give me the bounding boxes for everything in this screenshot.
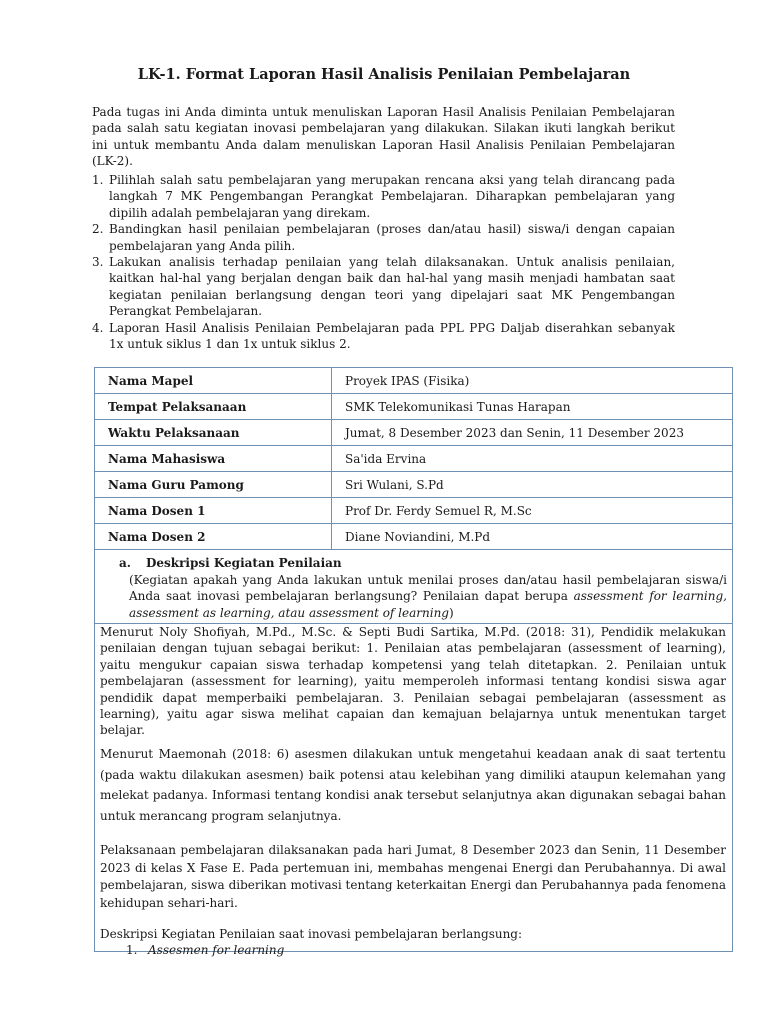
step-number: 3. [92,255,104,270]
section-content [95,623,732,958]
section-instruction-italic: assessment for learning, assessment as learning, atau assessment of learning [129,589,727,620]
row-value: Sa'ida Ervina [332,446,733,472]
intro-paragraph: Pada tugas ini Anda diminta untuk menuliskan Laporan Hasil Analisis Penilaian Pembelajaran pada salah satu kegiatan inovasi pembelajaran yang dilakukan. Silakan ikuti langkah berikut ini untuk membantu Anda dalam menuliskan Laporan Hasil Analisis Penilaian Pembelajaran (LK-2). [92,105,675,169]
content-paragraph: Menurut Noly Shofiyah, M.Pd., M.Sc. & Septi Budi Sartika, M.Pd. (2018: 31), Pendidik melakukan penilaian dengan tujuan sebagai berikut: 1. Penilaian atas pembelajaran (assessment of learning), yaitu mengukur capaian siswa terhadap kompetensi yang telah ditetapkan. 2. Penilaian untuk pembelajaran (assessment for learning), yaitu memperoleh informasi tentang kondisi siswa agar pendidik dapat memperbaiki pembelajaran. 3. Penilaian sebagai pembelajaran (assessment as learning), yaitu agar siswa melihat capaian dan kemajuan belajarnya untuk menentukan target belajar. [100,625,726,738]
row-value: Jumat, 8 Desember 2023 dan Senin, 11 Desember 2023 [332,420,733,446]
row-value: Diane Noviandini, M.Pd [332,524,733,550]
section-instruction [129,572,727,621]
table-row [95,394,733,420]
step-number: 2. [92,222,104,237]
table-row [95,472,733,498]
step-text: Pilihlah salah satu pembelajaran yang merupakan rencana aksi yang telah dirancang pada langkah 7 MK Pengembangan Perangkat Pembelajaran. Diharapkan pembelajaran yang dipilih adalah pembelajaran yang direkam. [109,173,675,220]
row-label: Nama Mapel [95,368,332,394]
step-item [92,172,675,221]
row-value: Sri Wulani, S.Pd [332,472,733,498]
row-label: Waktu Pelaksanaan [95,420,332,446]
table-row [95,524,733,550]
section-instruction-close: ) [449,605,454,620]
table-row [95,420,733,446]
content-paragraph: Deskripsi Kegiatan Penilaian saat inovasi pembelajaran berlangsung: [100,927,523,942]
row-label: Nama Dosen 2 [95,524,332,550]
document-title: LK-1. Format Laporan Hasil Analisis Penilaian Pembelajaran [137,66,631,83]
row-label: Nama Guru Pamong [95,472,332,498]
table-row [95,446,733,472]
list-item-text: Assesmen for learning [148,943,285,958]
row-value: Prof Dr. Ferdy Semuel R, M.Sc [332,498,733,524]
list-item [100,942,726,958]
step-text: Laporan Hasil Analisis Penilaian Pembelajaran pada PPL PPG Daljab diserahkan sebanyak 1x untuk siklus 1 dan 1x untuk siklus 2. [109,320,675,352]
section-assessment-description [94,549,733,958]
step-text: Bandingkan hasil penilaian pembelajaran (proses dan/atau hasil) siswa/i dengan capaian pembelajaran yang Anda pilih. [109,222,675,253]
step-text: Lakukan analisis terhadap penilaian yang telah dilaksanakan. Untuk analisis penilaian, kaitkan hal-hal yang berjalan dengan baik dan hal-hal yang masih menjadi hambatan saat kegiatan penilaian berlangsung dengan teori yang dipelajari saat MK Pengembangan Perangkat Pembelajaran. [109,255,675,319]
content-paragraph: Menurut Maemonah (2018: 6) asesmen dilakukan untuk mengetahui keadaan anak di saat tertentu (pada waktu dilakukan asesmen) baik potensi atau kelebihan yang dimiliki ataupun kelemahan yang melekat padanya. Informasi tentang kondisi anak tersebut selanjutnya akan digunakan sebagai bahan untuk merancang program selanjutnya. [100,746,726,824]
step-number: 4. [92,320,104,335]
content-paragraph: Pelaksanaan pembelajaran dilaksanakan pada hari Jumat, 8 Desember 2023 dan Senin, 11 Desember 2023 di kelas X Fase E. Pada pertemuan ini, membahas mengenai Energi dan Perubahannya. Di awal pembelajaran, siswa diberikan motivasi tentang keterkaitan Energi dan Perubahannya pada fenomena kehidupan sehari-hari. [100,843,726,910]
section-heading [119,556,342,570]
row-value: SMK Telekomunikasi Tunas Harapan [332,394,733,420]
row-label: Tempat Pelaksanaan [95,394,332,420]
row-label: Nama Dosen 1 [95,498,332,524]
row-label: Nama Mahasiswa [95,446,332,472]
section-letter: a. [119,556,131,570]
info-table [94,367,733,550]
list-item-number: 1. [126,943,138,958]
section-heading-text: Deskripsi Kegiatan Penilaian [146,556,342,570]
step-item [92,254,675,320]
step-number: 1. [92,173,104,187]
row-value: Proyek IPAS (Fisika) [332,368,733,394]
table-row [95,498,733,524]
instruction-steps [92,172,675,352]
step-item [92,221,675,254]
section-instruction-text: (Kegiatan apakah yang Anda lakukan untuk menilai proses dan/atau hasil pembelajaran siswa/i Anda saat inovasi pembelajaran berlangsung? Penilaian dapat berupa [129,573,727,604]
table-row [95,368,733,394]
step-item [92,320,675,353]
